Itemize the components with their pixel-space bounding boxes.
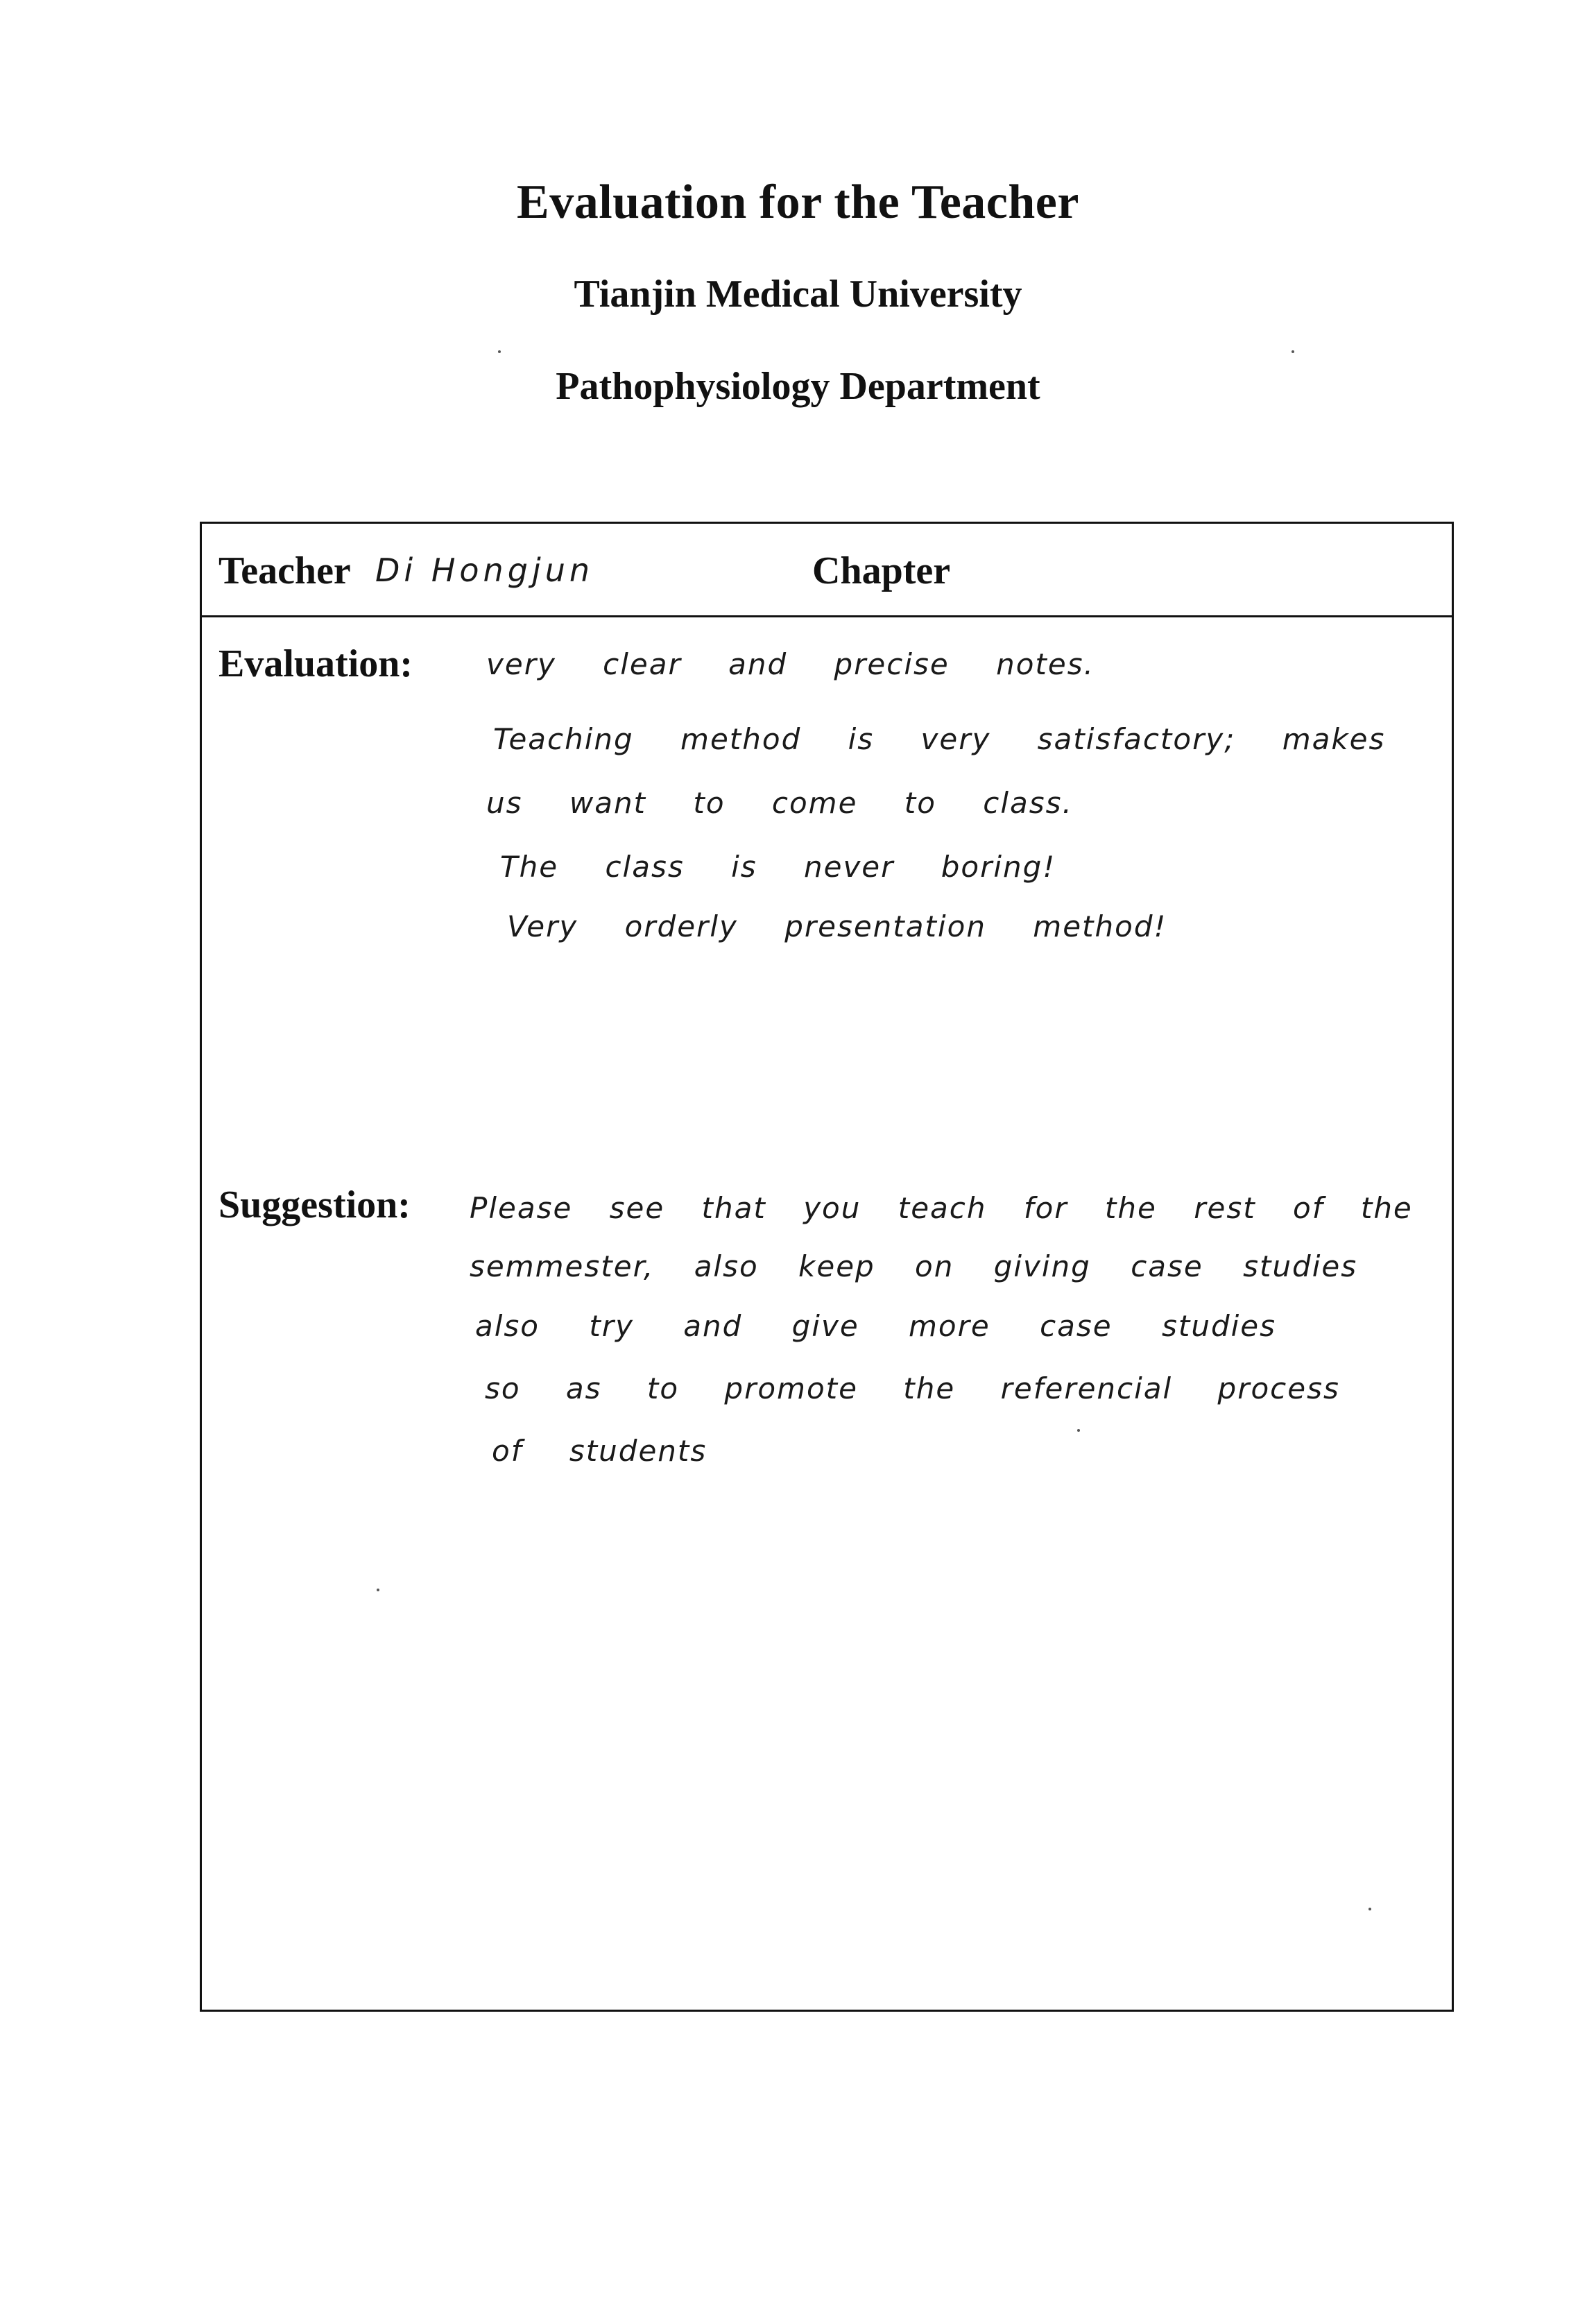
teacher-name-handwritten: Di Hongjun <box>375 551 594 589</box>
teacher-label: Teacher <box>218 549 351 592</box>
suggestion-line: so as to promote the referencial process <box>485 1371 1340 1405</box>
suggestion-line: of students <box>492 1434 707 1468</box>
suggestion-line: Please see that you teach for the rest of the <box>470 1191 1413 1225</box>
department-name: Pathophysiology Department <box>556 365 1040 408</box>
suggestion-line: also try and give more case studies <box>475 1309 1277 1343</box>
scan-speck <box>1292 350 1294 353</box>
evaluation-line: The class is never boring! <box>500 850 1056 884</box>
evaluation-line: very clear and precise notes. <box>486 647 1095 681</box>
evaluation-line: Very orderly presentation method! <box>507 909 1167 943</box>
chapter-label: Chapter <box>812 549 951 592</box>
evaluation-line: Teaching method is very satisfactory; makes <box>493 722 1386 756</box>
teacher-chapter-row <box>202 524 1452 617</box>
suggestion-line: semmester, also keep on giving case studies <box>470 1249 1358 1283</box>
page-title: Evaluation for the Teacher <box>517 176 1079 229</box>
university-name: Tianjin Medical University <box>574 273 1022 316</box>
evaluation-line: us want to come to class. <box>486 786 1073 820</box>
evaluation-label: Evaluation: <box>218 642 413 685</box>
evaluation-form-box <box>200 522 1454 2012</box>
scan-speck <box>498 350 501 353</box>
suggestion-label: Suggestion: <box>218 1183 411 1226</box>
